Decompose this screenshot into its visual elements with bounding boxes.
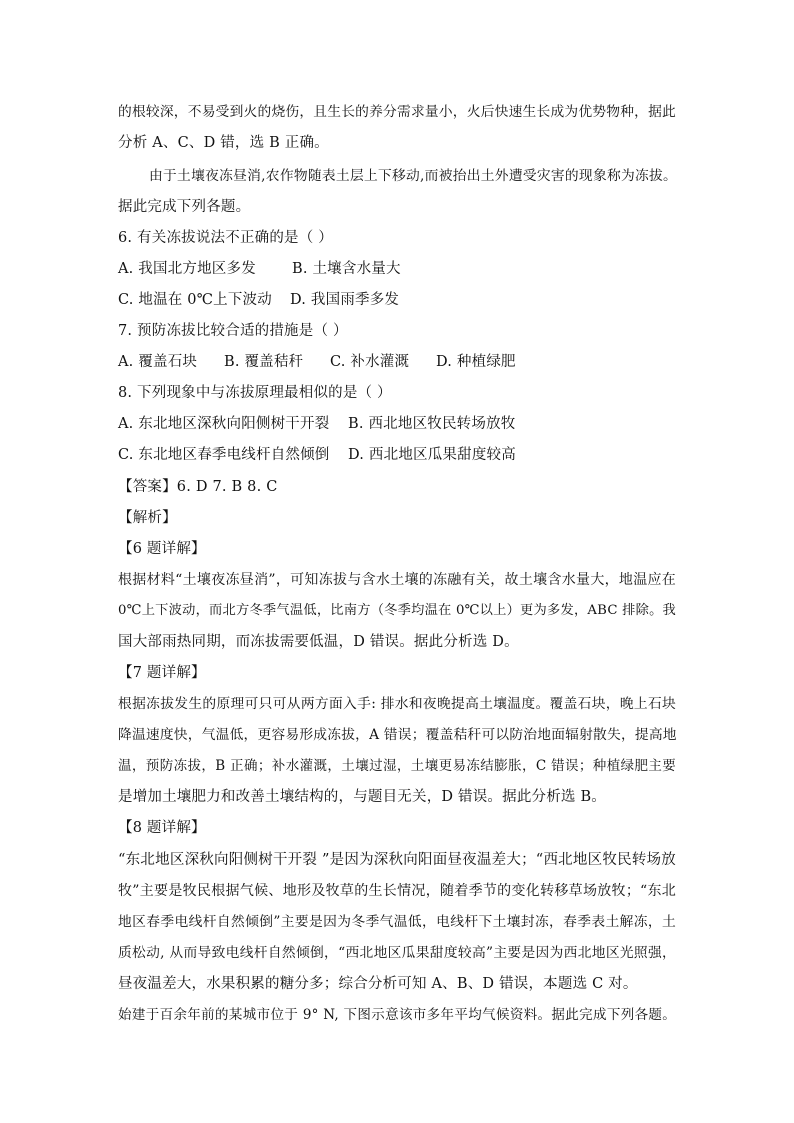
analysis-heading: 【解析】 bbox=[118, 510, 177, 526]
question-stem-line: 由于土壤夜冻昼消,农作物随表土层上下移动,而被抬出土外遭受灾害的现象称为冻拔。 bbox=[149, 168, 677, 184]
option-c: C. 东北地区春季电线杆自然倾倒 bbox=[118, 447, 330, 463]
option-b: B. 覆盖秸秆 bbox=[224, 354, 304, 370]
explanation-line: 温，预防冻拔，B 正确；补水灌溉，土壤过湿，土壤更易冻结膨胀，C 错误；种植绿肥主要 bbox=[118, 758, 676, 774]
explanation-line: 降温速度快，气温低，更容易形成冻拔，A 错误；覆盖秸秆可以防治地面辐射散失，提高地 bbox=[118, 727, 677, 743]
explanation-line: 昼夜温差大，水果积累的糖分多；综合分析可知 A、B、D 错误，本题选 C 对。 bbox=[118, 976, 638, 992]
question-6: 6. 有关冻拔说法不正确的是（ ） bbox=[118, 230, 333, 246]
option-b: B. 土壤含水量大 bbox=[292, 261, 401, 277]
question-7-options-row bbox=[118, 352, 678, 372]
question-6-options-row-2 bbox=[118, 290, 678, 310]
paragraph-line: 的根较深，不易受到火的烧伤，且生长的养分需求量小，火后快速生长成为优势物种，据此 bbox=[118, 104, 677, 120]
q7-explanation-heading: 【7 题详解】 bbox=[118, 665, 206, 681]
q8-explanation-heading: 【8 题详解】 bbox=[118, 820, 206, 836]
answer-line: 【答案】6. D 7. B 8. C bbox=[118, 479, 278, 495]
next-question-intro: 始建于百余年前的某城市位于 9° N, 下图示意该市多年平均气候资料。据此完成下列各题。 bbox=[118, 1007, 676, 1023]
question-6-options-row-1 bbox=[118, 259, 678, 279]
explanation-line: 地区春季电线杆自然倾倒”主要是因为冬季气温低，电线杆下土壤封冻，春季表土解冻，土 bbox=[118, 914, 676, 930]
option-a: A. 覆盖石块 bbox=[118, 354, 198, 370]
question-7: 7. 预防冻拔比较合适的措施是（ ） bbox=[118, 323, 348, 339]
explanation-line: 质松动, 从而导致电线杆自然倾倒，“西北地区瓜果甜度较高”主要是因为西北地区光照强， bbox=[118, 945, 676, 961]
option-c: C. 地温在 0℃上下波动 bbox=[118, 292, 272, 308]
explanation-line: 是增加土壤肥力和改善土壤结构的，与题目无关，D 错误。据此分析选 B。 bbox=[118, 789, 606, 805]
explanation-line: 牧”主要是牧民根据气候、地形及牧草的生长情况，随着季节的变化转移草场放牧；“东北 bbox=[118, 883, 676, 899]
option-a: A. 我国北方地区多发 bbox=[118, 261, 256, 277]
paragraph-line: 分析 A、C、D 错，选 B 正确。 bbox=[118, 135, 329, 151]
option-b: B. 西北地区牧民转场放牧 bbox=[348, 416, 516, 432]
explanation-line: 根据材料“土壤夜冻昼消”，可知冻拔与含水土壤的冻融有关，故土壤含水量大，地温应在 bbox=[118, 572, 676, 588]
q6-explanation-heading: 【6 题详解】 bbox=[118, 541, 206, 557]
option-d: D. 我国雨季多发 bbox=[290, 292, 400, 308]
explanation-line: “东北地区深秋向阳侧树干开裂 ”是因为深秋向阳面昼夜温差大；“西北地区牧民转场放 bbox=[118, 852, 676, 868]
option-c: C. 补水灌溉 bbox=[330, 354, 410, 370]
explanation-line: 国大部雨热同期，而冻拔需要低温，D 错误。据此分析选 D。 bbox=[118, 634, 519, 650]
question-stem-line: 据此完成下列各题。 bbox=[118, 199, 251, 215]
question-8-options-row-2 bbox=[118, 445, 678, 465]
option-d: D. 种植绿肥 bbox=[436, 354, 516, 370]
option-d: D. 西北地区瓜果甜度较高 bbox=[348, 447, 516, 463]
question-8: 8. 下列现象中与冻拔原理最相似的是（ ） bbox=[118, 385, 392, 401]
explanation-line: 根据冻拔发生的原理可只可从两方面入手: 排水和夜晚提高土壤温度。覆盖石块，晚上石块 bbox=[118, 696, 676, 712]
explanation-line: 0℃上下波动，而北方冬季气温低，比南方（冬季均温在 0℃以上）更为多发，ABC 排除。我 bbox=[118, 603, 676, 618]
question-8-options-row-1 bbox=[118, 414, 678, 434]
option-a: A. 东北地区深秋向阳侧树干开裂 bbox=[118, 416, 330, 432]
